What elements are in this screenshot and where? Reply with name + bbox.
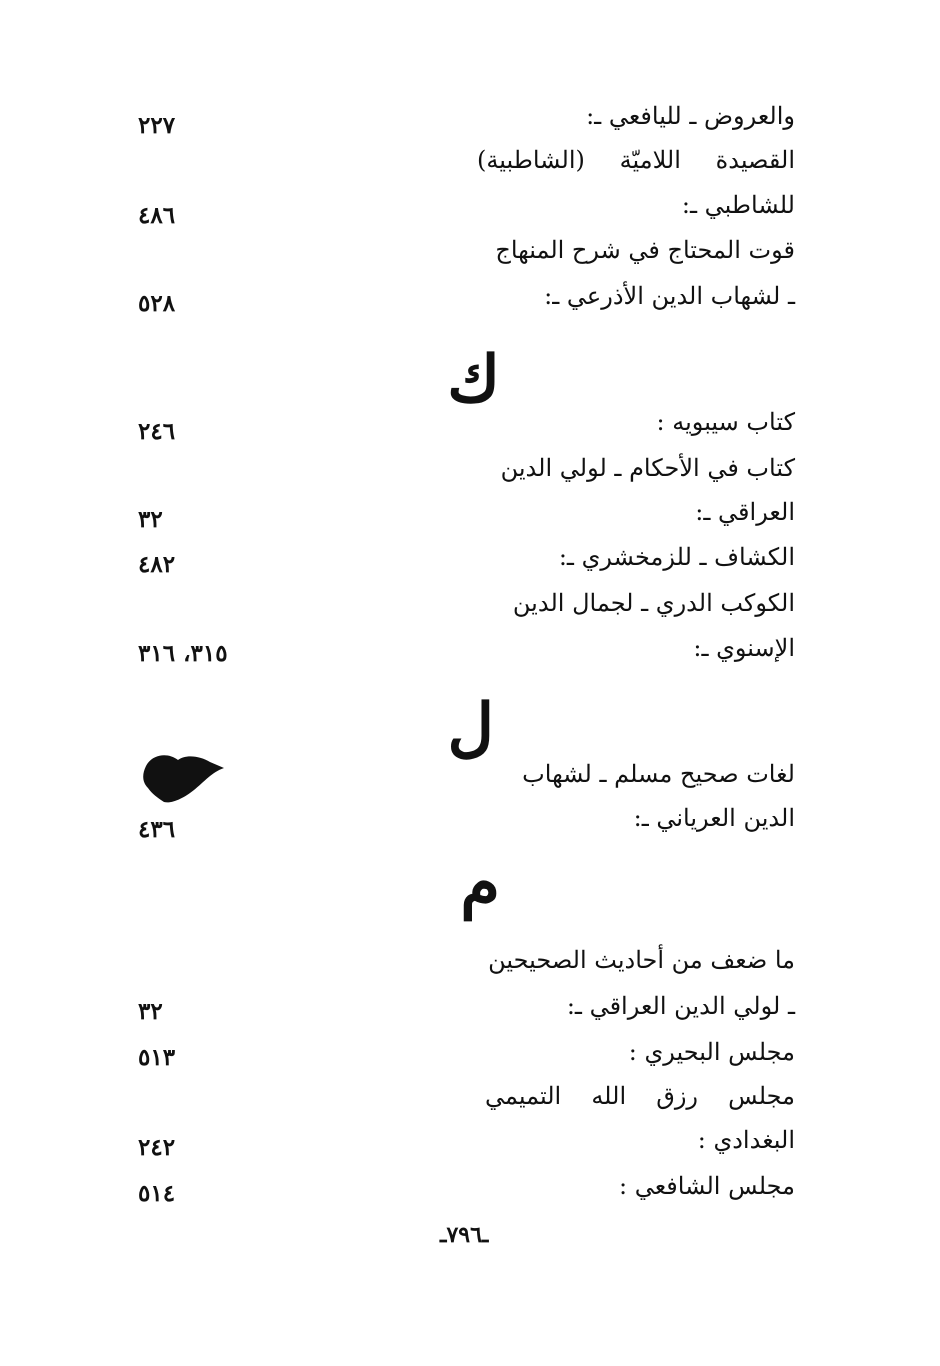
entry-line: والعروض ـ لليافعي ـ: (586, 102, 795, 130)
entry-line (485, 1084, 795, 1108)
entry-line: كتاب في الأحكام ـ لولي الدين (500, 454, 795, 482)
entry-line: مجلس البحيري : (628, 1038, 795, 1066)
entry-line: لغات صحيح مسلم ـ لشهاب (522, 760, 795, 788)
page-reference: ٤٨٢ (138, 551, 176, 578)
entry-line: ـ لشهاب الدين الأذرعي ـ: (544, 282, 795, 310)
entry-line: العراقي ـ: (695, 498, 795, 526)
entry-line: قوت المحتاج في شرح المنهاج (495, 236, 795, 264)
page-reference: ٤٣٦ (138, 816, 176, 843)
entry-line: الكشاف ـ للزمخشري ـ: (558, 543, 795, 571)
entry-word: القصيدة (715, 146, 795, 174)
page-reference: ٣٢ (138, 998, 163, 1025)
page-reference: ٣١٥، ٣١٦ (138, 640, 228, 667)
entry-line: كتاب سيبويه : (656, 408, 795, 436)
page-reference: ٤٨٦ (138, 202, 176, 229)
page-reference: ٥١٤ (138, 1180, 176, 1207)
page-reference: ٥٢٨ (138, 290, 176, 317)
page-reference: ٢٢٧ (138, 112, 176, 139)
entry-line: الكوكب الدري ـ لجمال الدين (512, 589, 795, 617)
entry-line (477, 148, 795, 172)
section-letter-mim: م (460, 846, 500, 921)
page-reference: ٣٢ (138, 506, 163, 533)
page-reference: ٢٤٢ (138, 1134, 176, 1161)
entry-line: ـ لولي الدين العراقي ـ: (566, 992, 795, 1020)
entry-line: الدين العرياني ـ: (633, 804, 795, 832)
ink-blot (138, 748, 228, 812)
entry-word: الله (591, 1082, 627, 1110)
entry-word: (الشاطبية) (477, 146, 585, 174)
entry-word: رزق (656, 1082, 699, 1110)
entry-line: البغدادي : (697, 1126, 795, 1154)
entry-word: التميمي (485, 1082, 562, 1110)
page-number: ـ٧٩٦ـ (440, 1222, 489, 1248)
entry-line: الإسنوي ـ: (693, 634, 795, 662)
page-reference: ٥١٣ (138, 1044, 176, 1071)
entry-word: مجلس (728, 1082, 795, 1110)
entry-line: مجلس الشافعي : (619, 1172, 795, 1200)
entry-line: ما ضعف من أحاديث الصحيحين (488, 946, 795, 974)
page-reference: ٢٤٦ (138, 418, 176, 445)
section-letter-kaf: ك (447, 342, 500, 417)
entry-line: للشاطبي ـ: (681, 191, 795, 219)
section-letter-lam: ل (447, 690, 494, 765)
entry-word: اللاميّة (619, 146, 681, 174)
